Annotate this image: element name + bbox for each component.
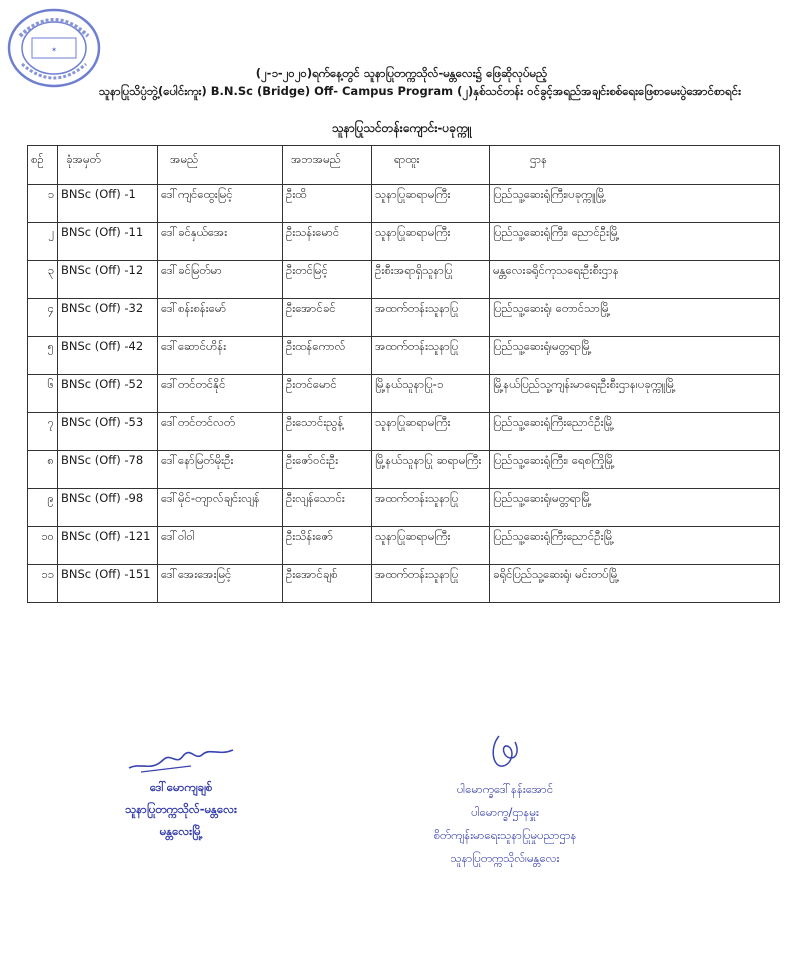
cell-father: ဦးသန်းမောင် [283,223,372,261]
cell-department: ပြည်သူ့ဆေးရုံ၊မတ္တရာမြို့ [490,489,780,527]
cell-position: မြို့နယ်သူနာပြု ဆရာမကြီး [372,451,490,489]
cell-position: သူနာပြုဆရာမကြီး [372,527,490,565]
cell-position: အထက်တန်းသူနာပြု [372,299,490,337]
cell-no: ၄ [28,299,58,337]
cell-name: ဒေါ်ဆောင်ဟိန်း [158,337,283,375]
cell-department: ပြည်သူ့ဆေးရုံကြီးညောင်ဦးမြို့ [490,413,780,451]
cell-department: ပြည်သူ့ဆေးရုံကြီး၊ ရေစကြိုမြို့ [490,451,780,489]
cell-department: ပြည်သူ့ဆေးရုံ၊ တောင်သာမြို့ [490,299,780,337]
table-header-row [28,146,780,185]
table-row [28,299,780,337]
cell-no: ၉ [28,489,58,527]
cell-name: ဒေါ်မိုင်-တျာလ်ချင်းလျန် [158,489,283,527]
cell-position: သူနာပြုဆရာမကြီး [372,223,490,261]
cell-name: ဒေါ်ခင်နှယ်အေး [158,223,283,261]
cell-position: အထက်တန်းသူနာပြု [372,565,490,603]
column-header-seat: ခုံအမှတ် [58,146,158,185]
cell-department: ပြည်သူ့ဆေးရုံ၊မတ္တရာမြို့ [490,337,780,375]
column-header-department: ဌာန [490,146,780,185]
cell-name: ဒေါ်တင်တင်နိုင် [158,375,283,413]
results-table [27,145,780,603]
cell-seat: BNSc (Off) -121 [58,527,158,565]
signature-left-place: မန္တလေးမြို့ [159,824,203,838]
signature-block-right [340,728,670,870]
cell-father: ဦးထိ [283,185,372,223]
cell-department: မန္တလေးခရိုင်ကုသရေးဦးစီးဌာန [490,261,780,299]
cell-seat: BNSc (Off) -12 [58,261,158,299]
column-header-name: အမည် [158,146,283,185]
signature-block-left [96,742,266,842]
table-row [28,451,780,489]
signature-right-name: ပါမောက္ခဒေါ်နန်းအောင် [456,782,554,796]
signature-right-department: စိတ်ကျန်းမာရေးသူနာပြုမှုပညာဌာန [433,828,577,842]
cell-father: ဦးထန်ကောလ် [283,337,372,375]
cell-no: ၁၁ [28,565,58,603]
cell-seat: BNSc (Off) -78 [58,451,158,489]
cell-position: မြို့နယ်သူနာပြု-၁ [372,375,490,413]
cell-seat: BNSc (Off) -151 [58,565,158,603]
signature-scribble-icon [121,742,241,776]
table-row [28,489,780,527]
table-row [28,413,780,451]
cell-department: ပြည်သူ့ဆေးရုံကြီး၊ ညောင်ဦးမြို့ [490,223,780,261]
cell-father: ဦးတင်မောင် [283,375,372,413]
cell-no: ၇ [28,413,58,451]
cell-no: ၁ [28,185,58,223]
signature-left-name: ဒေါ်မောကျချစ် [149,780,213,794]
cell-seat: BNSc (Off) -1 [58,185,158,223]
cell-father: ဦးသိန်းဇော် [283,527,372,565]
cell-department: ပြည်သူ့ဆေးရုံကြီးညောင်ဦးမြို့ [490,527,780,565]
cell-name: ဒေါ်ဝါဝါ [158,527,283,565]
cell-no: ၂ [28,223,58,261]
cell-name: ဒေါ်စန်းစန်းမော် [158,299,283,337]
cell-department: ပြည်သူ့ဆေးရုံကြီး၊ပခုက္ကူမြို့ [490,185,780,223]
table-row [28,223,780,261]
cell-seat: BNSc (Off) -98 [58,489,158,527]
signature-right-title: ပါမောက္ခ/ဌာနမှူး [471,805,539,819]
cell-position: ဦးစီးအရာရှိသူနာပြု [372,261,490,299]
cell-father: ဦးအောင်ချစ် [283,565,372,603]
table-row [28,337,780,375]
cell-father: ဦးသောင်းညွန့် [283,413,372,451]
table-row [28,527,780,565]
cell-no: ၃ [28,261,58,299]
cell-father: ဦးဇော်ဝင်းဦး [283,451,372,489]
cell-seat: BNSc (Off) -52 [58,375,158,413]
cell-no: ၈ [28,451,58,489]
header-line-date: (၂-၁-၂၀၂၀)ရက်နေ့တွင် သူနာပြုတက္ကသိုလ်-မန္တလေး၌ ဖြေဆိုလုပ်မည့် [255,66,548,80]
column-header-no: စဉ် [28,146,58,185]
cell-father: ဦးလျန်သောင်း [283,489,372,527]
cell-position: သူနာပြုဆရာမကြီး [372,185,490,223]
cell-father: ဦးအောင်ခင် [283,299,372,337]
cell-seat: BNSc (Off) -32 [58,299,158,337]
signature-scribble-icon [485,728,525,774]
cell-department: မြို့နယ်ပြည်သူ့ကျန်းမာရေးဦးစီးဌာန၊ပခုက္ကူမြို့ [490,375,780,413]
table-row [28,375,780,413]
svg-text:✶: ✶ [51,46,57,54]
table-row [28,565,780,603]
column-header-position: ရာထူး [372,146,490,185]
cell-seat: BNSc (Off) -53 [58,413,158,451]
cell-name: ဒေါ်ခင်မြတ်မာ [158,261,283,299]
cell-seat: BNSc (Off) -11 [58,223,158,261]
cell-name: ဒေါ်တင်တင်လတ် [158,413,283,451]
cell-father: ဦးတင်မြင့် [283,261,372,299]
table-row [28,261,780,299]
cell-position: အထက်တန်းသူနာပြု [372,489,490,527]
header-line-school: သူနာပြုသင်တန်းကျောင်း-ပခုက္ကူ [331,121,472,135]
table-row [28,185,780,223]
cell-no: ၁၀ [28,527,58,565]
signature-right-institution: သူနာပြုတက္ကသိုလ်၊မန္တလေး [450,851,560,865]
cell-position: သူနာပြုဆရာမကြီး [372,413,490,451]
cell-no: ၅ [28,337,58,375]
cell-name: ဒေါ်ကျင်ထွေးမြင့် [158,185,283,223]
cell-no: ၆ [28,375,58,413]
header-line-exam-title: သူနာပြုသိပ္ပံဘွဲ့(ပေါင်းကူး) B.N.Sc (Bridge) Off- Campus Program (၂)နှစ်သင်တန်း ဝင်ခွင့်အရည်အချင်းစစ်ရေးဖြေစာမေးပွဲအောင်စာရင်း [98,84,742,98]
signature-left-title: သူနာပြုတက္ကသိုလ်-မန္တလေး [125,802,237,816]
cell-position: အထက်တန်းသူနာပြု [372,337,490,375]
cell-name: ဒေါ်အေးအေးမြင့် [158,565,283,603]
cell-name: ဒေါ်နော်မြတ်မိုးဦး [158,451,283,489]
column-header-father: အဘအမည် [283,146,372,185]
cell-department: ခရိုင်ပြည်သူ့ဆေးရုံ၊ မင်းတပ်မြို့ [490,565,780,603]
cell-seat: BNSc (Off) -42 [58,337,158,375]
